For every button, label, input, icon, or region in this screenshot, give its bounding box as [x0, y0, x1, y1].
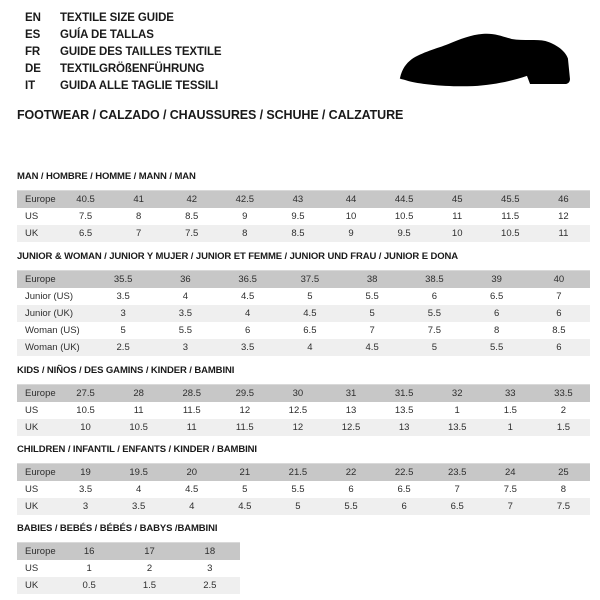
size-value-cell: 11: [186, 421, 197, 433]
size-value-cell: 23.5: [447, 466, 467, 478]
size-value-cell: 5: [307, 290, 313, 302]
table-row: [17, 208, 590, 225]
table-row: [17, 225, 590, 242]
size-table: [17, 463, 590, 515]
size-value-cell: 3: [120, 307, 126, 319]
size-value-cell: 10.5: [76, 404, 95, 416]
language-guide-title: GUIDA ALLE TAGLIE TESSILI: [60, 80, 219, 92]
table-row: [17, 322, 590, 339]
size-value-cell: 6: [556, 341, 562, 353]
row-label-cell: Junior (US): [25, 290, 74, 302]
size-value-cell: 40: [553, 273, 565, 285]
table-title: KIDS / NIÑOS / DES GAMINS / KINDER / BAMBINI: [17, 365, 235, 376]
language-row: [25, 61, 222, 78]
size-value-cell: 8: [242, 227, 248, 239]
size-value-cell: 1.5: [142, 579, 157, 591]
table-title: CHILDREN / INFANTIL / ENFANTS / KINDER / BAMBINI: [17, 444, 257, 455]
size-table-babies: [17, 523, 240, 594]
size-value-cell: 3.5: [132, 500, 146, 512]
size-value-cell: 11.5: [182, 404, 201, 416]
size-value-cell: 13.5: [394, 404, 414, 416]
size-value-cell: 36.5: [238, 273, 257, 285]
size-value-cell: 21.5: [288, 466, 308, 478]
size-value-cell: 28.5: [182, 387, 201, 399]
size-value-cell: 22.5: [394, 466, 414, 478]
size-value-cell: 18: [204, 545, 216, 557]
size-value-cell: 8: [560, 483, 567, 495]
row-label-cell: US: [25, 404, 39, 416]
size-value-cell: 2.5: [203, 579, 217, 591]
size-value-cell: 6.5: [490, 290, 504, 302]
row-label-cell: UK: [25, 500, 39, 512]
size-value-cell: 8: [493, 324, 500, 336]
language-guide-title: TEXTILE SIZE GUIDE: [60, 12, 174, 24]
size-value-cell: 0.5: [82, 579, 96, 591]
size-value-cell: 40.5: [76, 193, 95, 205]
size-value-cell: 7.5: [185, 227, 199, 239]
size-value-cell: 31: [345, 387, 357, 399]
size-value-cell: 3: [82, 500, 89, 512]
size-value-cell: 19.5: [129, 466, 148, 478]
row-label-cell: UK: [25, 227, 39, 239]
table-row: [17, 288, 590, 305]
size-value-cell: 11: [133, 404, 144, 416]
size-value-cell: 9.5: [291, 210, 305, 222]
size-value-cell: 4: [135, 483, 142, 495]
size-value-cell: 5: [369, 307, 375, 319]
size-value-cell: 4: [182, 290, 189, 302]
size-value-cell: 7.5: [503, 483, 517, 495]
table-row: [17, 402, 590, 419]
size-value-cell: 4: [307, 341, 313, 353]
size-value-cell: 13: [398, 421, 410, 433]
size-value-cell: 5: [120, 324, 126, 336]
size-value-cell: 29.5: [235, 387, 255, 399]
size-table: [17, 190, 590, 242]
size-value-cell: 2.5: [116, 341, 130, 353]
table-row: [17, 191, 590, 208]
table-row: [17, 560, 240, 577]
table-row: [17, 543, 240, 560]
size-value-cell: 8: [135, 210, 142, 222]
size-value-cell: 4: [244, 307, 251, 319]
size-value-cell: 9.5: [397, 227, 411, 239]
size-value-cell: 24: [505, 466, 516, 478]
size-value-cell: 30: [292, 387, 304, 399]
size-value-cell: 8.5: [185, 210, 199, 222]
size-value-cell: 33.5: [554, 387, 573, 399]
row-label-cell: Europe: [25, 466, 56, 478]
size-value-cell: 5.5: [490, 341, 504, 353]
table-row: [17, 339, 590, 356]
row-label-cell: US: [25, 562, 39, 574]
size-value-cell: 12: [558, 210, 569, 222]
table-row: [17, 464, 590, 481]
size-value-cell: 20: [186, 466, 198, 478]
size-value-cell: 19: [80, 466, 91, 478]
table-row: [17, 305, 590, 322]
size-value-cell: 44: [345, 193, 357, 205]
size-value-cell: 3.5: [78, 483, 93, 495]
size-value-cell: 10.5: [129, 421, 148, 433]
size-value-cell: 3: [182, 341, 189, 353]
row-label-cell: UK: [25, 421, 39, 433]
size-value-cell: 22: [345, 466, 357, 478]
size-value-cell: 5.5: [178, 324, 192, 336]
language-code: ES: [25, 29, 41, 41]
category-title: FOOTWEAR / CALZADO / CHAUSSURES / SCHUHE / CALZATURE: [17, 108, 404, 122]
size-value-cell: 38.5: [425, 273, 444, 285]
size-value-cell: 21: [239, 466, 251, 478]
table-row: [17, 419, 590, 436]
table-row: [17, 498, 590, 515]
size-value-cell: 7: [454, 483, 460, 495]
size-table-children: [17, 444, 590, 515]
size-value-cell: 25: [558, 466, 569, 478]
size-value-cell: 12.5: [341, 421, 361, 433]
language-row: [25, 78, 222, 95]
table-row: [17, 481, 590, 498]
size-value-cell: 12: [239, 404, 251, 416]
size-value-cell: 3.5: [178, 307, 192, 319]
size-value-cell: 13: [345, 404, 357, 416]
size-value-cell: 10: [345, 210, 357, 222]
size-value-cell: 8.5: [552, 324, 566, 336]
size-value-cell: 45.5: [501, 193, 520, 205]
size-value-cell: 4.5: [185, 483, 199, 495]
size-value-cell: 13.5: [447, 421, 467, 433]
language-code: IT: [25, 80, 36, 92]
row-label-cell: Junior (UK): [25, 307, 74, 319]
size-value-cell: 1.5: [556, 421, 571, 433]
table-title: MAN / HOMBRE / HOMME / MANN / MAN: [17, 171, 196, 182]
size-value-cell: 31.5: [394, 387, 414, 399]
size-value-cell: 7: [135, 227, 142, 239]
size-value-cell: 1: [507, 421, 513, 433]
language-row: [25, 27, 222, 44]
size-value-cell: 6: [431, 290, 438, 302]
size-value-cell: 32: [451, 387, 463, 399]
size-table: [17, 384, 590, 436]
size-value-cell: 41: [133, 193, 144, 205]
table-row: [17, 385, 590, 402]
size-value-cell: 9: [242, 210, 248, 222]
size-value-cell: 4.5: [241, 290, 255, 302]
size-value-cell: 6: [401, 500, 407, 512]
size-value-cell: 1: [454, 404, 460, 416]
row-label-cell: Europe: [25, 545, 56, 557]
size-value-cell: 5.5: [427, 307, 441, 319]
size-value-cell: 10: [451, 227, 463, 239]
size-value-cell: 5.5: [365, 290, 379, 302]
size-value-cell: 11.5: [501, 210, 520, 222]
language-title-list: [25, 10, 222, 95]
size-table-junior-woman: [17, 251, 590, 356]
size-value-cell: 44.5: [394, 193, 414, 205]
size-value-cell: 6.5: [397, 483, 411, 495]
size-value-cell: 4.5: [238, 500, 252, 512]
size-value-cell: 5: [431, 341, 438, 353]
language-code: FR: [25, 46, 41, 58]
language-guide-title: GUIDE DES TAILLES TEXTILE: [60, 46, 222, 58]
size-value-cell: 45: [451, 193, 463, 205]
size-value-cell: 10.5: [394, 210, 414, 222]
size-value-cell: 3.5: [116, 290, 130, 302]
size-value-cell: 28: [133, 387, 144, 399]
size-value-cell: 5: [242, 483, 248, 495]
table-title: BABIES / BEBÉS / BÉBÉS / BABYS /BAMBINI: [17, 523, 218, 534]
size-value-cell: 46: [558, 193, 569, 205]
size-value-cell: 8.5: [291, 227, 305, 239]
size-value-cell: 9: [348, 227, 354, 239]
size-value-cell: 3: [207, 562, 213, 574]
row-label-cell: US: [25, 210, 39, 222]
size-value-cell: 43: [292, 193, 304, 205]
size-value-cell: 11: [558, 227, 569, 239]
table-row: [17, 577, 240, 594]
shoe-icon: [399, 30, 571, 90]
row-label-cell: US: [25, 483, 39, 495]
size-value-cell: 7.5: [427, 324, 441, 336]
language-row: [25, 10, 222, 27]
size-value-cell: 4.5: [303, 307, 317, 319]
size-value-cell: 11.5: [235, 421, 254, 433]
language-row: [25, 44, 222, 61]
size-value-cell: 12: [292, 421, 304, 433]
size-value-cell: 37.5: [300, 273, 320, 285]
size-value-cell: 38: [366, 273, 378, 285]
size-value-cell: 16: [83, 545, 95, 557]
size-value-cell: 7: [507, 500, 513, 512]
size-value-cell: 1.5: [503, 404, 517, 416]
size-value-cell: 11: [452, 210, 463, 222]
size-value-cell: 7.5: [78, 210, 93, 222]
language-code: DE: [25, 63, 41, 75]
size-value-cell: 42.5: [235, 193, 255, 205]
size-table-kids: [17, 365, 590, 436]
size-value-cell: 6: [493, 307, 500, 319]
row-label-cell: Europe: [25, 273, 56, 285]
size-value-cell: 10.5: [501, 227, 520, 239]
size-value-cell: 4: [189, 500, 195, 512]
size-value-cell: 7: [369, 324, 375, 336]
size-value-cell: 6.5: [303, 324, 317, 336]
table-row: [17, 271, 590, 288]
row-label-cell: Woman (US): [25, 324, 80, 336]
size-value-cell: 6: [244, 324, 251, 336]
size-table: [17, 542, 240, 594]
size-value-cell: 3.5: [241, 341, 255, 353]
size-value-cell: 4.5: [365, 341, 379, 353]
size-value-cell: 5.5: [344, 500, 358, 512]
language-code: EN: [25, 12, 41, 24]
size-value-cell: 12.5: [288, 404, 308, 416]
size-value-cell: 6.5: [78, 227, 93, 239]
size-value-cell: 7.5: [556, 500, 571, 512]
language-guide-title: TEXTILGRÖßENFÜHRUNG: [60, 63, 205, 75]
size-value-cell: 6: [348, 483, 354, 495]
size-value-cell: 6: [556, 307, 562, 319]
row-label-cell: Europe: [25, 193, 56, 205]
size-value-cell: 5.5: [291, 483, 305, 495]
row-label-cell: Woman (UK): [25, 341, 80, 353]
size-value-cell: 1: [86, 562, 92, 574]
size-value-cell: 7: [556, 290, 562, 302]
size-value-cell: 27.5: [76, 387, 95, 399]
size-value-cell: 35.5: [113, 273, 133, 285]
row-label-cell: Europe: [25, 387, 56, 399]
language-guide-title: GUÍA DE TALLAS: [60, 29, 154, 41]
size-table: [17, 270, 590, 356]
size-value-cell: 2: [146, 562, 153, 574]
size-value-cell: 5: [295, 500, 301, 512]
size-value-cell: 39: [491, 273, 502, 285]
size-value-cell: 42: [186, 193, 198, 205]
row-label-cell: UK: [25, 579, 39, 591]
size-value-cell: 33: [505, 387, 516, 399]
size-value-cell: 10: [80, 421, 91, 433]
size-value-cell: 2: [560, 404, 567, 416]
size-value-cell: 36: [180, 273, 191, 285]
size-value-cell: 6.5: [450, 500, 464, 512]
size-table-man: [17, 171, 590, 242]
size-value-cell: 17: [144, 545, 155, 557]
table-title: JUNIOR & WOMAN / JUNIOR Y MUJER / JUNIOR ET FEMME / JUNIOR UND FRAU / JUNIOR E DONA: [17, 251, 459, 262]
